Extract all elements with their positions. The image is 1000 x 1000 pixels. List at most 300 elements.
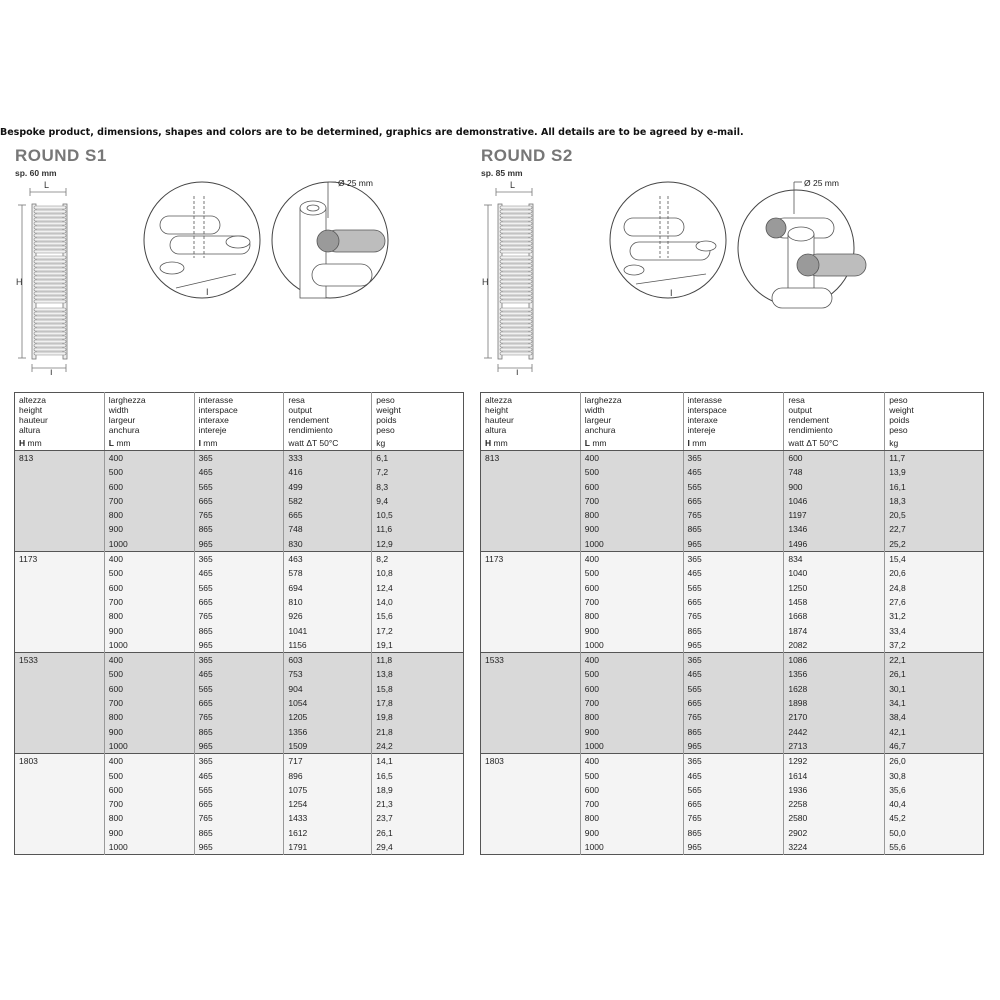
table-row — [15, 696, 464, 710]
interspace-cell: 865 — [683, 624, 784, 638]
radiator-bar — [500, 264, 532, 267]
header-line: interaxe — [198, 415, 229, 425]
radiator-bar — [500, 242, 532, 245]
radiator-bar — [34, 214, 66, 217]
dim-i-label: I — [50, 368, 53, 375]
output-cell: 416 — [284, 465, 372, 479]
width-cell: 700 — [580, 595, 683, 609]
weight-cell: 30,1 — [885, 682, 984, 696]
interspace-cell: 765 — [194, 508, 284, 522]
width-cell: 800 — [580, 508, 683, 522]
table-row — [481, 624, 984, 638]
height-cell — [15, 508, 105, 522]
dim-l-label: L — [44, 180, 50, 190]
height-cell — [15, 609, 105, 623]
width-cell: 1000 — [580, 638, 683, 653]
radiator-bar — [34, 324, 66, 327]
radiator-bar — [500, 230, 532, 233]
output-cell: 1668 — [784, 609, 885, 623]
weight-cell: 31,2 — [885, 609, 984, 623]
output-cell: 2442 — [784, 725, 885, 739]
radiator-bar — [500, 206, 532, 209]
interspace-cell: 365 — [194, 451, 284, 466]
height-cell — [15, 465, 105, 479]
width-cell: 900 — [104, 725, 194, 739]
radiator-bar — [34, 288, 66, 291]
width-cell: 500 — [580, 769, 683, 783]
width-cell: 400 — [580, 552, 683, 567]
output-cell: 1612 — [284, 826, 372, 840]
height-cell — [481, 769, 581, 783]
radiator-bar — [34, 348, 66, 351]
table-row — [481, 811, 984, 825]
radiator-bar — [500, 336, 532, 339]
radiator-bar — [500, 214, 532, 217]
table-row — [481, 696, 984, 710]
disclaimer-note: Bespoke product, dimensions, shapes and colors are to be determined, graphics are demonstrative. All details are to be agreed by e-mail. — [0, 127, 744, 138]
product-thickness-s1: sp. 60 mm — [15, 168, 57, 178]
output-cell: 1040 — [784, 566, 885, 580]
radiator-bar — [500, 312, 532, 315]
width-cell: 900 — [104, 522, 194, 536]
radiator-bar — [500, 296, 532, 299]
width-cell: 1000 — [104, 739, 194, 754]
table-row — [15, 682, 464, 696]
height-cell: 1533 — [15, 653, 105, 668]
width-cell: 500 — [104, 667, 194, 681]
header-line: intereje — [687, 425, 716, 435]
output-cell: 926 — [284, 609, 372, 623]
interspace-cell: 865 — [194, 725, 284, 739]
weight-cell: 29,4 — [372, 840, 464, 855]
product-title-s2: ROUND S2 — [481, 146, 573, 165]
interspace-cell: 965 — [194, 537, 284, 552]
radiator-bar — [34, 260, 66, 263]
weight-cell: 26,1 — [885, 667, 984, 681]
interspace-cell: 665 — [194, 595, 284, 609]
table-row — [481, 566, 984, 580]
weight-cell: 11,8 — [372, 653, 464, 668]
radiator-bar — [34, 336, 66, 339]
weight-cell: 30,8 — [885, 769, 984, 783]
header-line: largeur — [584, 415, 612, 425]
interspace-cell: 465 — [683, 769, 784, 783]
pipe-detail-drawing-s1 — [140, 178, 410, 308]
interspace-cell: 665 — [194, 494, 284, 508]
radiator-bar — [500, 308, 532, 311]
height-cell — [481, 682, 581, 696]
output-cell: 834 — [784, 552, 885, 567]
height-cell — [481, 811, 581, 825]
width-cell: 800 — [104, 508, 194, 522]
table-row — [15, 811, 464, 825]
height-cell — [481, 595, 581, 609]
dim-h-label: H — [16, 277, 23, 287]
width-cell: 700 — [104, 595, 194, 609]
table-row — [15, 494, 464, 508]
header-line: poids — [889, 415, 910, 425]
width-cell: 500 — [580, 667, 683, 681]
height-cell — [15, 696, 105, 710]
interspace-cell: 865 — [194, 826, 284, 840]
interspace-cell: 965 — [683, 537, 784, 552]
interspace-cell: 965 — [194, 739, 284, 754]
width-cell: 700 — [104, 494, 194, 508]
spec-table-s1 — [14, 392, 464, 855]
height-cell — [481, 522, 581, 536]
interspace-cell: 765 — [194, 609, 284, 623]
weight-cell: 17,2 — [372, 624, 464, 638]
interspace-cell: 565 — [683, 581, 784, 595]
height-cell: 1803 — [15, 754, 105, 769]
height-cell — [481, 739, 581, 754]
height-cell: 813 — [481, 451, 581, 466]
width-cell: 400 — [104, 754, 194, 769]
radiator-bar — [500, 300, 532, 303]
weight-cell: 20,5 — [885, 508, 984, 522]
interspace-cell: 565 — [683, 480, 784, 494]
weight-cell: 12,4 — [372, 581, 464, 595]
weight-cell: 18,9 — [372, 783, 464, 797]
header-cell — [885, 393, 984, 436]
weight-cell: 13,8 — [372, 667, 464, 681]
interspace-cell: 565 — [194, 682, 284, 696]
width-cell: 700 — [580, 494, 683, 508]
radiator-bar — [500, 234, 532, 237]
output-cell: 1054 — [284, 696, 372, 710]
interspace-cell: 365 — [683, 754, 784, 769]
height-cell — [15, 581, 105, 595]
header-line: poids — [376, 415, 397, 425]
radiator-bar — [500, 268, 532, 271]
header-line: larghezza — [108, 395, 146, 405]
unit-symbol: L — [108, 438, 114, 448]
radiator-front-drawing-s1 — [10, 180, 80, 375]
detail-i-label: I — [670, 288, 673, 298]
width-cell: 1000 — [104, 537, 194, 552]
unit-cell — [481, 435, 581, 451]
dim-i-label: I — [516, 368, 519, 375]
height-group — [15, 754, 464, 855]
height-cell — [481, 465, 581, 479]
interspace-cell: 465 — [683, 465, 784, 479]
width-cell: 900 — [580, 826, 683, 840]
table-row — [15, 638, 464, 653]
height-cell — [15, 494, 105, 508]
radiator-bar — [500, 340, 532, 343]
radiator-bar — [500, 222, 532, 225]
header-line: interasse — [687, 395, 723, 405]
weight-cell: 21,8 — [372, 725, 464, 739]
width-cell: 500 — [580, 566, 683, 580]
width-cell: 600 — [104, 581, 194, 595]
width-cell: 600 — [104, 783, 194, 797]
header-line: rendement — [288, 415, 330, 425]
table-row — [15, 480, 464, 494]
header-line: rendement — [788, 415, 829, 425]
output-cell: 1292 — [784, 754, 885, 769]
output-cell: 1197 — [784, 508, 885, 522]
header-line: larghezza — [584, 395, 622, 405]
height-cell — [481, 480, 581, 494]
radiator-bar — [34, 296, 66, 299]
radiator-bar — [34, 242, 66, 245]
output-cell: 904 — [284, 682, 372, 696]
interspace-cell: 565 — [194, 783, 284, 797]
table-row — [15, 797, 464, 811]
dim-l-label: L — [510, 180, 516, 190]
table-row — [15, 725, 464, 739]
header-line: width — [108, 405, 129, 415]
weight-cell: 22,7 — [885, 522, 984, 536]
weight-cell: 18,3 — [885, 494, 984, 508]
height-cell — [15, 710, 105, 724]
weight-cell: 20,6 — [885, 566, 984, 580]
height-cell — [15, 566, 105, 580]
radiator-bar — [34, 272, 66, 275]
output-cell: 1075 — [284, 783, 372, 797]
output-cell: 830 — [284, 537, 372, 552]
header-cell — [104, 393, 194, 436]
width-cell: 500 — [104, 769, 194, 783]
interspace-cell: 465 — [194, 465, 284, 479]
header-cell — [784, 393, 885, 436]
table-row — [15, 667, 464, 681]
interspace-cell: 565 — [683, 682, 784, 696]
output-cell: 1936 — [784, 783, 885, 797]
weight-cell: 15,8 — [372, 682, 464, 696]
interspace-cell: 465 — [194, 769, 284, 783]
unit-text: mm — [589, 438, 607, 448]
header-line: interspace — [687, 405, 727, 415]
height-cell — [481, 537, 581, 552]
interspace-cell: 365 — [194, 653, 284, 668]
interspace-cell: 865 — [194, 522, 284, 536]
output-cell: 2258 — [784, 797, 885, 811]
output-cell: 1898 — [784, 696, 885, 710]
height-cell — [481, 710, 581, 724]
height-cell — [481, 725, 581, 739]
radiator-bar — [500, 324, 532, 327]
output-cell: 2902 — [784, 826, 885, 840]
interspace-cell: 665 — [194, 696, 284, 710]
radiator-bar — [500, 280, 532, 283]
weight-cell: 8,2 — [372, 552, 464, 567]
height-cell: 1803 — [481, 754, 581, 769]
radiator-bar — [34, 328, 66, 331]
interspace-cell: 765 — [683, 508, 784, 522]
output-cell: 748 — [284, 522, 372, 536]
radiator-bar — [34, 316, 66, 319]
height-cell — [15, 826, 105, 840]
radiator-bar — [34, 292, 66, 295]
table-row — [481, 653, 984, 668]
output-cell: 2170 — [784, 710, 885, 724]
width-cell: 600 — [580, 682, 683, 696]
table-row — [481, 537, 984, 552]
radiator-bar — [500, 276, 532, 279]
header-line: interasse — [198, 395, 234, 405]
weight-cell: 34,1 — [885, 696, 984, 710]
width-cell: 700 — [104, 797, 194, 811]
height-cell — [481, 797, 581, 811]
table-row — [15, 783, 464, 797]
table-row — [481, 725, 984, 739]
radiator-bar — [500, 328, 532, 331]
unit-cell — [580, 435, 683, 451]
weight-cell: 37,2 — [885, 638, 984, 653]
width-cell: 1000 — [580, 840, 683, 855]
header-line: interaxe — [687, 415, 718, 425]
header-line: output — [788, 405, 812, 415]
height-cell — [15, 522, 105, 536]
weight-cell: 23,7 — [372, 811, 464, 825]
width-cell: 400 — [580, 754, 683, 769]
table-row — [481, 595, 984, 609]
table-row — [481, 494, 984, 508]
height-group — [481, 552, 984, 653]
output-cell: 1458 — [784, 595, 885, 609]
height-cell — [481, 638, 581, 653]
height-cell — [481, 783, 581, 797]
header-line: peso — [889, 425, 908, 435]
output-cell: 1791 — [284, 840, 372, 855]
weight-cell: 42,1 — [885, 725, 984, 739]
interspace-cell: 765 — [194, 811, 284, 825]
interspace-cell: 765 — [683, 811, 784, 825]
output-cell: 1874 — [784, 624, 885, 638]
output-cell: 2580 — [784, 811, 885, 825]
height-cell — [481, 581, 581, 595]
width-cell: 900 — [580, 725, 683, 739]
pipe-diameter-label-s2: Ø 25 mm — [804, 178, 839, 188]
height-cell — [15, 811, 105, 825]
output-cell: 1205 — [284, 710, 372, 724]
output-cell: 463 — [284, 552, 372, 567]
width-cell: 700 — [104, 696, 194, 710]
width-cell: 900 — [104, 624, 194, 638]
height-cell — [15, 840, 105, 855]
weight-cell: 19,1 — [372, 638, 464, 653]
unit-cell — [104, 435, 194, 451]
output-cell: 333 — [284, 451, 372, 466]
width-cell: 1000 — [580, 537, 683, 552]
header-line: anchura — [584, 425, 616, 435]
interspace-cell: 965 — [683, 638, 784, 653]
interspace-cell: 365 — [683, 552, 784, 567]
radiator-bar — [34, 268, 66, 271]
header-line: width — [584, 405, 605, 415]
header-line: hauteur — [19, 415, 48, 425]
table-row — [481, 797, 984, 811]
interspace-cell: 565 — [683, 783, 784, 797]
table-row — [481, 638, 984, 653]
height-cell — [15, 682, 105, 696]
weight-cell: 22,1 — [885, 653, 984, 668]
header-line: intereje — [198, 425, 227, 435]
table-row — [15, 522, 464, 536]
width-cell: 1000 — [580, 739, 683, 754]
height-cell — [15, 725, 105, 739]
weight-cell: 14,1 — [372, 754, 464, 769]
unit-text: mm — [491, 438, 508, 448]
unit-symbol: H — [19, 438, 26, 448]
output-cell: 1356 — [784, 667, 885, 681]
unit-text: kg — [889, 438, 899, 448]
header-line: peso — [376, 395, 395, 405]
weight-cell: 6,1 — [372, 451, 464, 466]
header-cell — [194, 393, 284, 436]
interspace-cell: 865 — [683, 826, 784, 840]
output-cell: 1250 — [784, 581, 885, 595]
width-cell: 800 — [580, 811, 683, 825]
header-line: rendimiento — [788, 425, 833, 435]
width-cell: 600 — [580, 581, 683, 595]
header-line: peso — [376, 425, 395, 435]
header-cell — [683, 393, 784, 436]
radiator-bar — [34, 344, 66, 347]
output-cell: 2082 — [784, 638, 885, 653]
radiator-bar — [34, 222, 66, 225]
radiator-bar — [34, 264, 66, 267]
weight-cell: 9,4 — [372, 494, 464, 508]
interspace-cell: 965 — [194, 840, 284, 855]
table-row — [481, 480, 984, 494]
interspace-cell: 765 — [194, 710, 284, 724]
radiator-bar — [500, 210, 532, 213]
table-row — [481, 840, 984, 855]
radiator-bar — [34, 332, 66, 335]
unit-symbol: I — [198, 438, 201, 448]
weight-cell: 17,8 — [372, 696, 464, 710]
output-cell: 665 — [284, 508, 372, 522]
table-row — [15, 552, 464, 567]
header-line: altezza — [485, 395, 512, 405]
height-cell — [15, 537, 105, 552]
height-cell: 1533 — [481, 653, 581, 668]
table-row — [15, 739, 464, 754]
width-cell: 400 — [580, 451, 683, 466]
width-cell: 500 — [104, 465, 194, 479]
interspace-cell: 665 — [683, 696, 784, 710]
table-row — [481, 667, 984, 681]
interspace-cell: 365 — [194, 552, 284, 567]
table-row — [481, 552, 984, 567]
interspace-cell: 365 — [194, 754, 284, 769]
output-cell: 600 — [784, 451, 885, 466]
output-cell: 1254 — [284, 797, 372, 811]
unit-cell — [15, 435, 105, 451]
weight-cell: 16,5 — [372, 769, 464, 783]
interspace-cell: 465 — [683, 566, 784, 580]
interspace-cell: 565 — [194, 581, 284, 595]
header-line: weight — [889, 405, 914, 415]
header-line: height — [19, 405, 43, 415]
unit-symbol: I — [687, 438, 690, 448]
weight-cell: 21,3 — [372, 797, 464, 811]
width-cell: 800 — [104, 710, 194, 724]
header-cell — [580, 393, 683, 436]
weight-cell: 46,7 — [885, 739, 984, 754]
interspace-cell: 565 — [194, 480, 284, 494]
width-cell: 800 — [104, 811, 194, 825]
weight-cell: 45,2 — [885, 811, 984, 825]
radiator-bar — [500, 226, 532, 229]
table-row — [481, 682, 984, 696]
weight-cell: 11,7 — [885, 451, 984, 466]
header-line: altura — [485, 425, 507, 435]
table-row — [15, 754, 464, 769]
